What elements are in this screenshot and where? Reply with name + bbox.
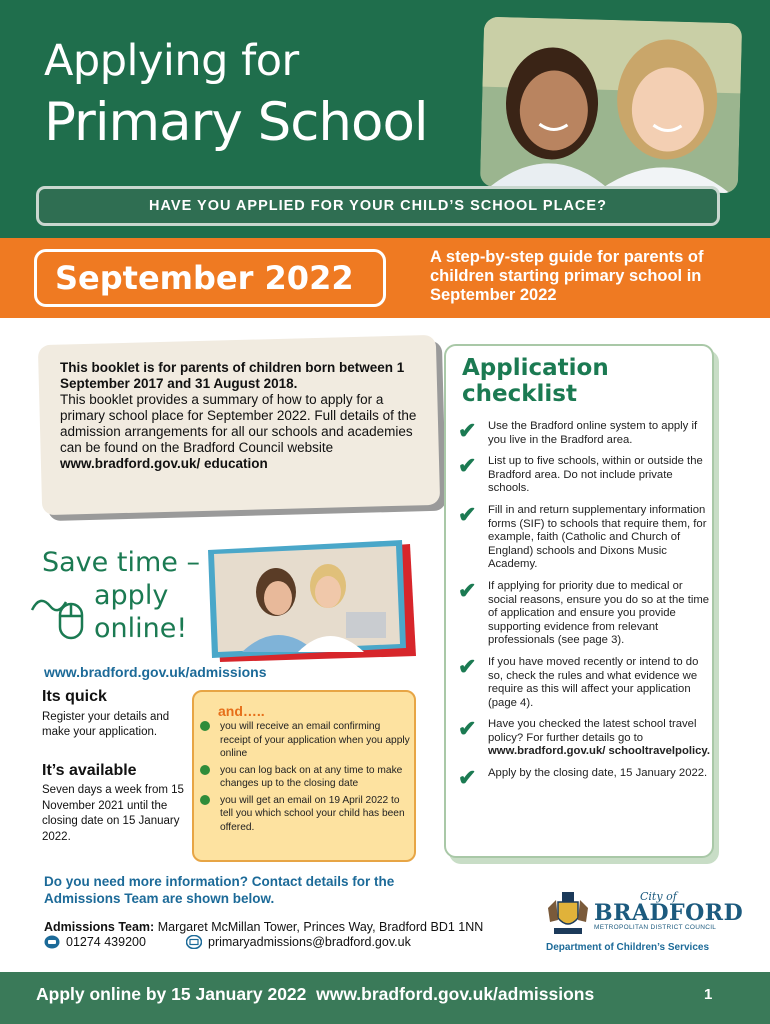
phone-icon	[44, 935, 60, 949]
checklist-item: ✔ If you have moved recently or intend to do so, check the rules and what evidence we require as this will affect your application (page 4).	[458, 653, 699, 709]
intro-text	[60, 360, 420, 472]
quick-heading: Its quick	[42, 688, 107, 705]
checklist-item: ✔ Apply by the closing date, 15 January 2022.	[458, 765, 708, 791]
checklist-item: ✔ If applying for priority due to medical or social reasons, ensure you do so at the time of application and ensure you provide supporting evidence from relevant professionals (see page 3).	[458, 577, 710, 647]
admissions-address	[44, 920, 483, 934]
available-text: Seven days a week from 15 November 2021 until the closing date on 15 January 2022.	[42, 784, 184, 843]
quick-text: Register your details and make your application.	[42, 711, 170, 738]
checkmark-icon: ✔	[458, 418, 477, 443]
checklist-heading: Application checklist	[462, 355, 609, 407]
phone-contact	[44, 935, 146, 949]
checkmark-icon: ✔	[458, 653, 477, 679]
more-info-text: Do you need more information? Contact details for the Admissions Team are shown below.	[44, 874, 395, 906]
title-line-1: Applying for	[44, 36, 299, 86]
banner-text: HAVE YOU APPLIED FOR YOUR CHILD’S SCHOOL PLACE?	[149, 198, 607, 214]
intake-date: September 2022	[55, 259, 354, 297]
team-label: Admissions Team:	[44, 920, 155, 934]
intro-eligibility: This booklet is for parents of children born between 1 September 2017 and 31 August 2018.	[60, 360, 405, 391]
travel-policy-link[interactable]: www.bradford.gov.uk/ schooltravelpolicy.	[488, 745, 710, 758]
email-address[interactable]: primaryadmissions@bradford.gov.uk	[208, 935, 411, 949]
checklist	[458, 420, 712, 797]
intake-date-box	[34, 249, 386, 307]
list-item: you will get an email on 19 April 2022 to tell you which school your child has been offered.	[200, 794, 410, 835]
phone-number[interactable]: 01274 439200	[66, 935, 146, 949]
intro-link[interactable]: www.bradford.gov.uk/ education	[60, 456, 268, 471]
page-number: 1	[704, 986, 713, 1003]
address: Margaret McMillan Tower, Princes Way, Bradford BD1 1NN	[157, 920, 484, 934]
department-name: Department of Children’s Services	[546, 942, 710, 953]
children-photo	[480, 17, 742, 194]
email-icon	[186, 935, 202, 949]
checklist-item: ✔ Have you checked the latest school travel policy? For further details go to www.bradford.gov.uk/ schooltravelpolicy.	[458, 716, 710, 758]
checklist-item: ✔ List up to five schools, within or outside the Bradford area. Do not include private schools.	[458, 453, 703, 495]
intro-body: This booklet provides a summary of how to apply for a primary school place for September 2022. Full details of the admission arrangements for all our schools and academies can be found on the Bradford Council website	[60, 392, 417, 455]
checklist-item: ✔ Fill in and return supplementary information forms (SIF) to schools that require them, for example, faith (Catholic and Church of England) schools and Dixons Music Academy.	[458, 501, 707, 571]
checklist-item: ✔ Use the Bradford online system to apply if you live in the Bradford area.	[458, 418, 698, 446]
email-contact	[186, 935, 411, 949]
family-computer-photo	[206, 540, 422, 664]
checkmark-icon: ✔	[458, 716, 477, 742]
benefits-list	[200, 720, 410, 837]
save-line-2: apply	[94, 580, 169, 611]
logo-subtitle: METROPOLITAN DISTRICT COUNCIL	[594, 924, 717, 931]
guide-subtitle: A step-by-step guide for parents of children starting primary school in September 2022	[430, 248, 704, 304]
save-line-3: online!	[94, 613, 188, 644]
list-item: you will receive an email confirming receipt of your application when you apply online	[200, 720, 410, 761]
benefits-heading: and…..	[218, 703, 265, 719]
logo-city-of: City of	[640, 890, 677, 903]
available-heading: It’s available	[42, 762, 137, 779]
footer-text[interactable]: Apply online by 15 January 2022 www.bradford.gov.uk/admissions	[36, 984, 595, 1004]
bullet-icon	[200, 765, 210, 775]
title-line-2: Primary School	[44, 92, 428, 153]
logo-name: BRADFORD	[594, 900, 744, 926]
mouse-icon	[30, 592, 86, 647]
save-line-1: Save time –	[42, 547, 200, 578]
banner	[36, 186, 720, 226]
list-item: you can log back on at any time to make changes up to the closing date	[200, 764, 410, 791]
bullet-icon	[200, 721, 210, 731]
checkmark-icon: ✔	[458, 765, 477, 791]
bullet-icon	[200, 795, 210, 805]
checkmark-icon: ✔	[458, 453, 477, 479]
checkmark-icon: ✔	[458, 501, 477, 527]
checkmark-icon: ✔	[458, 577, 477, 603]
crest-icon	[544, 888, 592, 941]
admissions-link[interactable]: www.bradford.gov.uk/admissions	[44, 664, 267, 680]
